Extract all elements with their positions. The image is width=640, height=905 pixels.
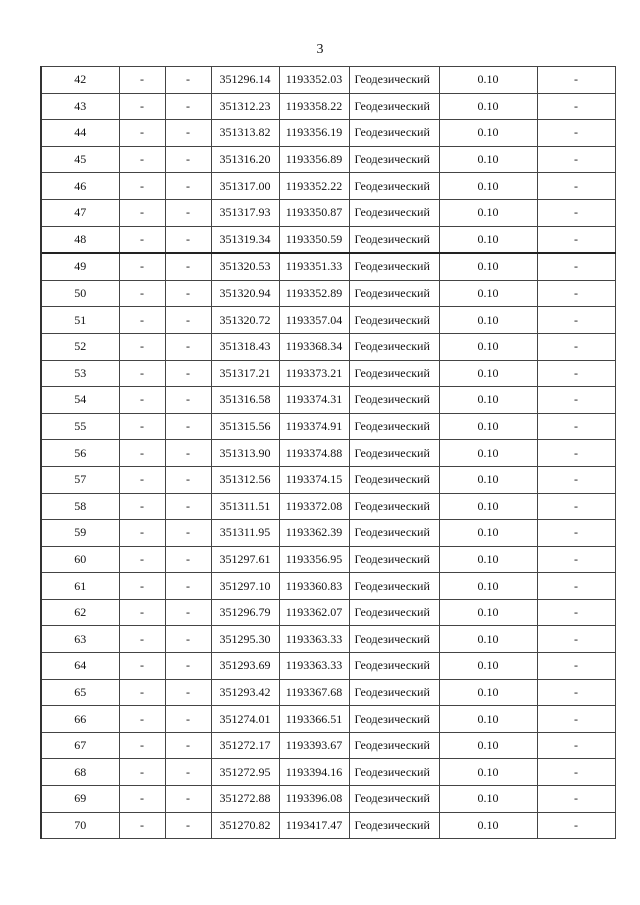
method-cell: Геодезический [349,679,439,706]
dash-cell: - [537,360,615,387]
accuracy-cell: 0.10 [439,786,537,813]
point-number-cell: 66 [41,706,119,733]
accuracy-cell: 0.10 [439,573,537,600]
y-coordinate-cell: 1193356.19 [279,120,349,147]
coordinates-table [40,66,616,839]
point-number-cell: 52 [41,333,119,360]
method-cell: Геодезический [349,199,439,226]
dash-cell: - [165,120,211,147]
page-number: 3 [316,42,324,57]
x-coordinate-cell: 351312.56 [211,466,279,493]
y-coordinate-cell: 1193394.16 [279,759,349,786]
dash-cell: - [537,440,615,467]
dash-cell: - [119,493,165,520]
x-coordinate-cell: 351295.30 [211,626,279,653]
y-coordinate-cell: 1193363.33 [279,626,349,653]
y-coordinate-cell: 1193357.04 [279,307,349,334]
x-coordinate-cell: 351272.88 [211,786,279,813]
accuracy-cell: 0.10 [439,413,537,440]
dash-cell: - [165,520,211,547]
dash-cell: - [165,387,211,414]
method-cell: Геодезический [349,573,439,600]
accuracy-cell: 0.10 [439,333,537,360]
dash-cell: - [119,520,165,547]
dash-cell: - [119,280,165,307]
point-number-cell: 49 [41,253,119,280]
accuracy-cell: 0.10 [439,466,537,493]
dash-cell: - [165,653,211,680]
dash-cell: - [165,493,211,520]
dash-cell: - [537,253,615,280]
accuracy-cell: 0.10 [439,626,537,653]
point-number-cell: 67 [41,732,119,759]
point-number-cell: 59 [41,520,119,547]
x-coordinate-cell: 351312.23 [211,93,279,120]
accuracy-cell: 0.10 [439,146,537,173]
accuracy-cell: 0.10 [439,440,537,467]
table-row [41,146,615,173]
point-number-cell: 62 [41,599,119,626]
dash-cell: - [119,253,165,280]
dash-cell: - [537,653,615,680]
method-cell: Геодезический [349,360,439,387]
accuracy-cell: 0.10 [439,226,537,253]
x-coordinate-cell: 351313.82 [211,120,279,147]
x-coordinate-cell: 351296.14 [211,67,279,94]
accuracy-cell: 0.10 [439,653,537,680]
point-number-cell: 48 [41,226,119,253]
point-number-cell: 53 [41,360,119,387]
dash-cell: - [119,466,165,493]
dash-cell: - [119,812,165,839]
method-cell: Геодезический [349,706,439,733]
dash-cell: - [119,759,165,786]
x-coordinate-cell: 351274.01 [211,706,279,733]
y-coordinate-cell: 1193350.59 [279,226,349,253]
dash-cell: - [537,67,615,94]
y-coordinate-cell: 1193350.87 [279,199,349,226]
accuracy-cell: 0.10 [439,732,537,759]
table-row [41,653,615,680]
x-coordinate-cell: 351293.69 [211,653,279,680]
x-coordinate-cell: 351296.79 [211,599,279,626]
accuracy-cell: 0.10 [439,759,537,786]
y-coordinate-cell: 1193360.83 [279,573,349,600]
dash-cell: - [165,679,211,706]
x-coordinate-cell: 351315.56 [211,413,279,440]
dash-cell: - [119,120,165,147]
dash-cell: - [537,199,615,226]
dash-cell: - [537,173,615,200]
accuracy-cell: 0.10 [439,120,537,147]
dash-cell: - [537,333,615,360]
x-coordinate-cell: 351272.17 [211,732,279,759]
point-number-cell: 54 [41,387,119,414]
dash-cell: - [537,706,615,733]
dash-cell: - [165,333,211,360]
dash-cell: - [119,93,165,120]
accuracy-cell: 0.10 [439,679,537,706]
method-cell: Геодезический [349,120,439,147]
dash-cell: - [119,67,165,94]
table-row [41,226,615,253]
method-cell: Геодезический [349,146,439,173]
dash-cell: - [537,626,615,653]
dash-cell: - [119,440,165,467]
x-coordinate-cell: 351316.58 [211,387,279,414]
dash-cell: - [119,706,165,733]
accuracy-cell: 0.10 [439,280,537,307]
x-coordinate-cell: 351317.00 [211,173,279,200]
x-coordinate-cell: 351293.42 [211,679,279,706]
dash-cell: - [119,307,165,334]
accuracy-cell: 0.10 [439,307,537,334]
accuracy-cell: 0.10 [439,67,537,94]
point-number-cell: 68 [41,759,119,786]
dash-cell: - [165,440,211,467]
point-number-cell: 56 [41,440,119,467]
dash-cell: - [165,812,211,839]
dash-cell: - [165,226,211,253]
table-row [41,307,615,334]
accuracy-cell: 0.10 [439,493,537,520]
method-cell: Геодезический [349,173,439,200]
dash-cell: - [537,226,615,253]
point-number-cell: 70 [41,812,119,839]
dash-cell: - [165,280,211,307]
table-row [41,520,615,547]
point-number-cell: 63 [41,626,119,653]
table-row [41,387,615,414]
method-cell: Геодезический [349,253,439,280]
table-row [41,67,615,94]
table-row [41,573,615,600]
y-coordinate-cell: 1193356.95 [279,546,349,573]
x-coordinate-cell: 351311.51 [211,493,279,520]
x-coordinate-cell: 351320.72 [211,307,279,334]
dash-cell: - [165,307,211,334]
dash-cell: - [165,546,211,573]
accuracy-cell: 0.10 [439,253,537,280]
dash-cell: - [119,226,165,253]
y-coordinate-cell: 1193367.68 [279,679,349,706]
point-number-cell: 60 [41,546,119,573]
y-coordinate-cell: 1193363.33 [279,653,349,680]
dash-cell: - [537,786,615,813]
method-cell: Геодезический [349,786,439,813]
x-coordinate-cell: 351297.61 [211,546,279,573]
table-row [41,199,615,226]
method-cell: Геодезический [349,812,439,839]
dash-cell: - [537,759,615,786]
accuracy-cell: 0.10 [439,706,537,733]
dash-cell: - [119,786,165,813]
y-coordinate-cell: 1193374.91 [279,413,349,440]
method-cell: Геодезический [349,626,439,653]
table-row [41,599,615,626]
dash-cell: - [165,413,211,440]
y-coordinate-cell: 1193352.22 [279,173,349,200]
dash-cell: - [537,466,615,493]
point-number-cell: 47 [41,199,119,226]
point-number-cell: 44 [41,120,119,147]
dash-cell: - [165,146,211,173]
method-cell: Геодезический [349,466,439,493]
dash-cell: - [165,786,211,813]
dash-cell: - [537,573,615,600]
y-coordinate-cell: 1193374.88 [279,440,349,467]
method-cell: Геодезический [349,333,439,360]
table-row [41,786,615,813]
y-coordinate-cell: 1193396.08 [279,786,349,813]
point-number-cell: 69 [41,786,119,813]
table-row [41,812,615,839]
point-number-cell: 55 [41,413,119,440]
dash-cell: - [165,626,211,653]
method-cell: Геодезический [349,67,439,94]
y-coordinate-cell: 1193372.08 [279,493,349,520]
point-number-cell: 43 [41,93,119,120]
dash-cell: - [537,146,615,173]
table-row [41,493,615,520]
dash-cell: - [165,599,211,626]
y-coordinate-cell: 1193356.89 [279,146,349,173]
y-coordinate-cell: 1193352.03 [279,67,349,94]
dash-cell: - [537,812,615,839]
x-coordinate-cell: 351316.20 [211,146,279,173]
x-coordinate-cell: 351272.95 [211,759,279,786]
method-cell: Геодезический [349,307,439,334]
dash-cell: - [119,653,165,680]
method-cell: Геодезический [349,653,439,680]
point-number-cell: 57 [41,466,119,493]
method-cell: Геодезический [349,493,439,520]
x-coordinate-cell: 351317.93 [211,199,279,226]
accuracy-cell: 0.10 [439,599,537,626]
accuracy-cell: 0.10 [439,173,537,200]
x-coordinate-cell: 351311.95 [211,520,279,547]
table-row [41,626,615,653]
table-row [41,679,615,706]
point-number-cell: 46 [41,173,119,200]
dash-cell: - [537,546,615,573]
method-cell: Геодезический [349,520,439,547]
dash-cell: - [537,599,615,626]
x-coordinate-cell: 351313.90 [211,440,279,467]
table-row [41,759,615,786]
dash-cell: - [165,732,211,759]
y-coordinate-cell: 1193366.51 [279,706,349,733]
table-row [41,173,615,200]
method-cell: Геодезический [349,413,439,440]
table-row [41,706,615,733]
dash-cell: - [119,573,165,600]
y-coordinate-cell: 1193374.15 [279,466,349,493]
method-cell: Геодезический [349,546,439,573]
dash-cell: - [537,387,615,414]
accuracy-cell: 0.10 [439,520,537,547]
table-row [41,280,615,307]
dash-cell: - [119,360,165,387]
accuracy-cell: 0.10 [439,360,537,387]
dash-cell: - [119,333,165,360]
dash-cell: - [537,679,615,706]
x-coordinate-cell: 351317.21 [211,360,279,387]
dash-cell: - [537,307,615,334]
x-coordinate-cell: 351297.10 [211,573,279,600]
dash-cell: - [165,573,211,600]
dash-cell: - [119,146,165,173]
dash-cell: - [165,759,211,786]
point-number-cell: 42 [41,67,119,94]
dash-cell: - [119,173,165,200]
dash-cell: - [119,546,165,573]
dash-cell: - [537,280,615,307]
point-number-cell: 64 [41,653,119,680]
dash-cell: - [537,493,615,520]
dash-cell: - [165,360,211,387]
dash-cell: - [165,67,211,94]
table-row [41,93,615,120]
dash-cell: - [537,732,615,759]
accuracy-cell: 0.10 [439,387,537,414]
table-row [41,466,615,493]
dash-cell: - [119,679,165,706]
dash-cell: - [119,413,165,440]
dash-cell: - [119,387,165,414]
dash-cell: - [119,732,165,759]
point-number-cell: 50 [41,280,119,307]
x-coordinate-cell: 351320.53 [211,253,279,280]
method-cell: Геодезический [349,93,439,120]
dash-cell: - [537,413,615,440]
point-number-cell: 65 [41,679,119,706]
method-cell: Геодезический [349,732,439,759]
accuracy-cell: 0.10 [439,93,537,120]
dash-cell: - [165,93,211,120]
method-cell: Геодезический [349,387,439,414]
x-coordinate-cell: 351320.94 [211,280,279,307]
table-row [41,253,615,280]
table-row [41,732,615,759]
y-coordinate-cell: 1193351.33 [279,253,349,280]
method-cell: Геодезический [349,599,439,626]
y-coordinate-cell: 1193352.89 [279,280,349,307]
accuracy-cell: 0.10 [439,546,537,573]
y-coordinate-cell: 1193374.31 [279,387,349,414]
x-coordinate-cell: 351319.34 [211,226,279,253]
dash-cell: - [165,199,211,226]
dash-cell: - [537,520,615,547]
y-coordinate-cell: 1193362.07 [279,599,349,626]
y-coordinate-cell: 1193417.47 [279,812,349,839]
point-number-cell: 45 [41,146,119,173]
x-coordinate-cell: 351270.82 [211,812,279,839]
table-row [41,440,615,467]
y-coordinate-cell: 1193358.22 [279,93,349,120]
dash-cell: - [165,706,211,733]
accuracy-cell: 0.10 [439,199,537,226]
dash-cell: - [119,626,165,653]
method-cell: Геодезический [349,226,439,253]
x-coordinate-cell: 351318.43 [211,333,279,360]
dash-cell: - [119,599,165,626]
dash-cell: - [165,466,211,493]
dash-cell: - [537,120,615,147]
y-coordinate-cell: 1193393.67 [279,732,349,759]
dash-cell: - [165,173,211,200]
table-row [41,120,615,147]
y-coordinate-cell: 1193373.21 [279,360,349,387]
point-number-cell: 51 [41,307,119,334]
table-row [41,333,615,360]
method-cell: Геодезический [349,440,439,467]
method-cell: Геодезический [349,280,439,307]
dash-cell: - [537,93,615,120]
dash-cell: - [119,199,165,226]
point-number-cell: 61 [41,573,119,600]
dash-cell: - [165,253,211,280]
method-cell: Геодезический [349,759,439,786]
accuracy-cell: 0.10 [439,812,537,839]
table-row [41,413,615,440]
y-coordinate-cell: 1193362.39 [279,520,349,547]
y-coordinate-cell: 1193368.34 [279,333,349,360]
table-row [41,360,615,387]
table-row [41,546,615,573]
point-number-cell: 58 [41,493,119,520]
